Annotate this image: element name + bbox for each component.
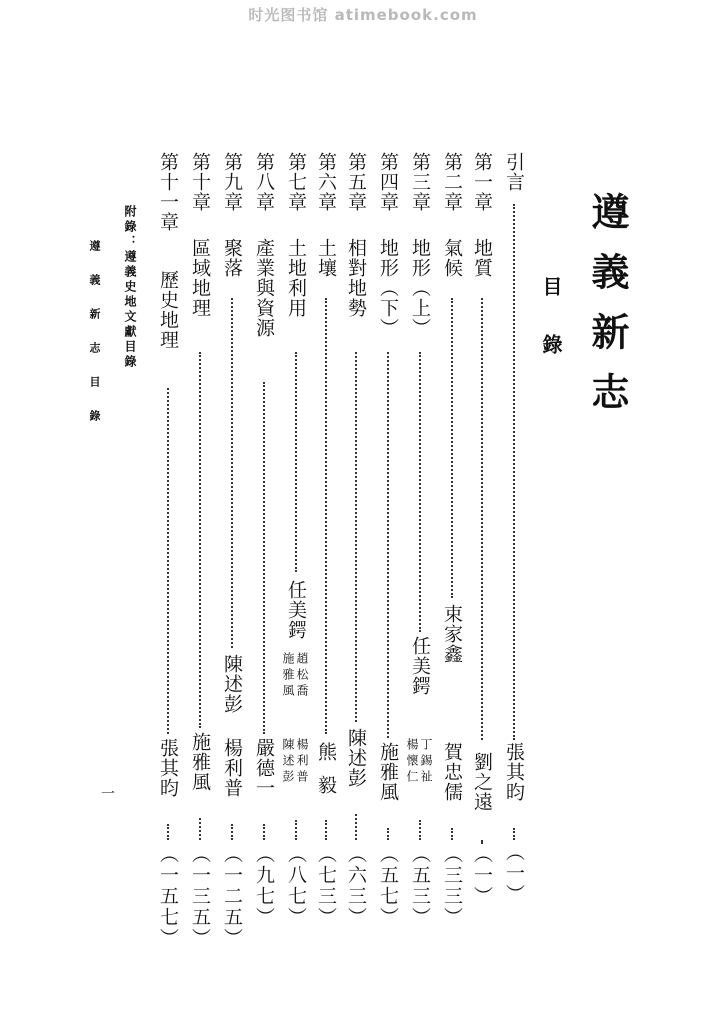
author: 任美鍔 [409,636,431,696]
toc-entry-ch7 [282,152,310,942]
author-small: 丁錫祉 [419,738,433,786]
author-second: 賀忠儒 [441,742,463,802]
chapter-label: 第七章 [285,152,307,212]
leader-dots [513,828,515,840]
page-ref: （一五七） [157,844,179,949]
chapter-label: 第八章 [253,152,275,212]
chapter-label: 第十一章 [157,152,179,232]
leader-dots [325,298,327,734]
page-ref: （六三） [345,844,367,928]
author: 施雅風 [189,732,211,792]
leader-dots [263,824,265,840]
toc-entry-ch5 [342,152,370,942]
chapter-label: 第六章 [315,152,337,212]
page-ref: （三三） [441,844,463,928]
chapter-label: 第九章 [221,152,243,212]
appendix-line: 附錄：遵義史地文獻目錄 [123,205,137,370]
leader-dots [387,352,389,738]
page-ref: （五三） [409,844,431,928]
watermark: 时光图书馆 atimebook.com [248,6,478,24]
chapter-label: 第一章 [471,152,493,212]
leader-dots [451,298,453,598]
leader-dots [199,352,201,728]
page-ref: （七三） [315,844,337,928]
chapter-title: 氣候 [441,238,463,278]
leader-dots [295,820,297,840]
page-ref: （一） [471,844,493,907]
leader-dots [325,820,327,840]
toc-entry-ch1 [468,152,496,942]
toc-entry-ch9 [218,152,246,949]
chapter-label: 引言 [503,152,525,192]
leader-dots [355,352,357,722]
page-ref: （一二五） [221,844,243,949]
author: 嚴德一 [253,738,275,798]
leader-dots [419,820,421,840]
author: 陳述彭 [345,728,367,788]
chapter-title: 地形（下） [377,238,399,338]
leader-dots [355,814,357,840]
author-small: 楊利普 [295,738,309,786]
leader-dots [231,824,233,840]
toc-entry-intro [500,152,528,942]
page-ref: （五七） [377,844,399,928]
author-small: 楊懷仁 [405,738,419,786]
book-title: 遵義新志 [585,192,630,432]
page-ref: （八七） [285,844,307,928]
leader-dots [167,824,169,840]
author-small: 陳述彭 [281,738,295,786]
chapter-title: 歷史地理 [157,270,179,350]
leader-dots [263,382,265,734]
chapter-label: 第三章 [409,152,431,212]
author: 劉之遠 [471,752,493,812]
leader-dots [451,828,453,840]
leader-dots [231,298,233,648]
leader-dots [167,388,169,734]
page-number: 一 [99,786,115,800]
leader-dots [199,818,201,840]
chapter-title: 產業與資源 [253,238,275,338]
leader-dots [387,828,389,840]
chapter-label: 第四章 [377,152,399,212]
toc-entry-ch4 [374,152,402,942]
leader-dots [481,298,483,740]
chapter-label: 第五章 [345,152,367,212]
author: 熊毅 [315,742,337,808]
chapter-title: 區域地理 [189,238,211,318]
author-second: 楊利普 [221,738,243,798]
running-footer: 遵義新志目錄 [88,240,101,444]
chapter-title: 地形（上） [409,238,431,338]
chapter-title: 地質 [471,238,493,278]
author: 張其昀 [157,738,179,798]
chapter-title: 土地利用 [285,238,307,318]
chapter-title: 土壤 [315,238,337,278]
toc-heading: 目錄 [539,276,563,392]
author: 陳述彭 [221,654,243,714]
leader-dots [513,204,515,740]
toc-entry-ch10 [186,152,214,949]
leader-dots [419,352,421,632]
page-ref: （九七） [253,844,275,928]
leader-dots [295,352,297,572]
page-ref: （一） [503,842,525,905]
page-ref: （一三五） [189,844,211,949]
chapter-label: 第二章 [441,152,463,212]
author: 施雅風 [377,742,399,802]
toc-entry-ch6 [312,152,340,942]
chapter-label: 第十章 [189,152,211,212]
author-small: 趙松喬 [295,652,309,700]
toc-entry-ch3 [406,152,434,942]
author: 束家鑫 [441,604,463,664]
toc-entry-ch8 [250,152,278,942]
chapter-title: 聚落 [221,238,243,278]
author-small: 施雅風 [281,652,295,700]
author: 張其昀 [503,742,525,802]
toc-entry-ch2 [438,152,466,942]
author: 任美鍔 [285,580,307,640]
chapter-title: 相對地勢 [345,238,367,318]
toc-entry-ch11 [154,152,182,949]
